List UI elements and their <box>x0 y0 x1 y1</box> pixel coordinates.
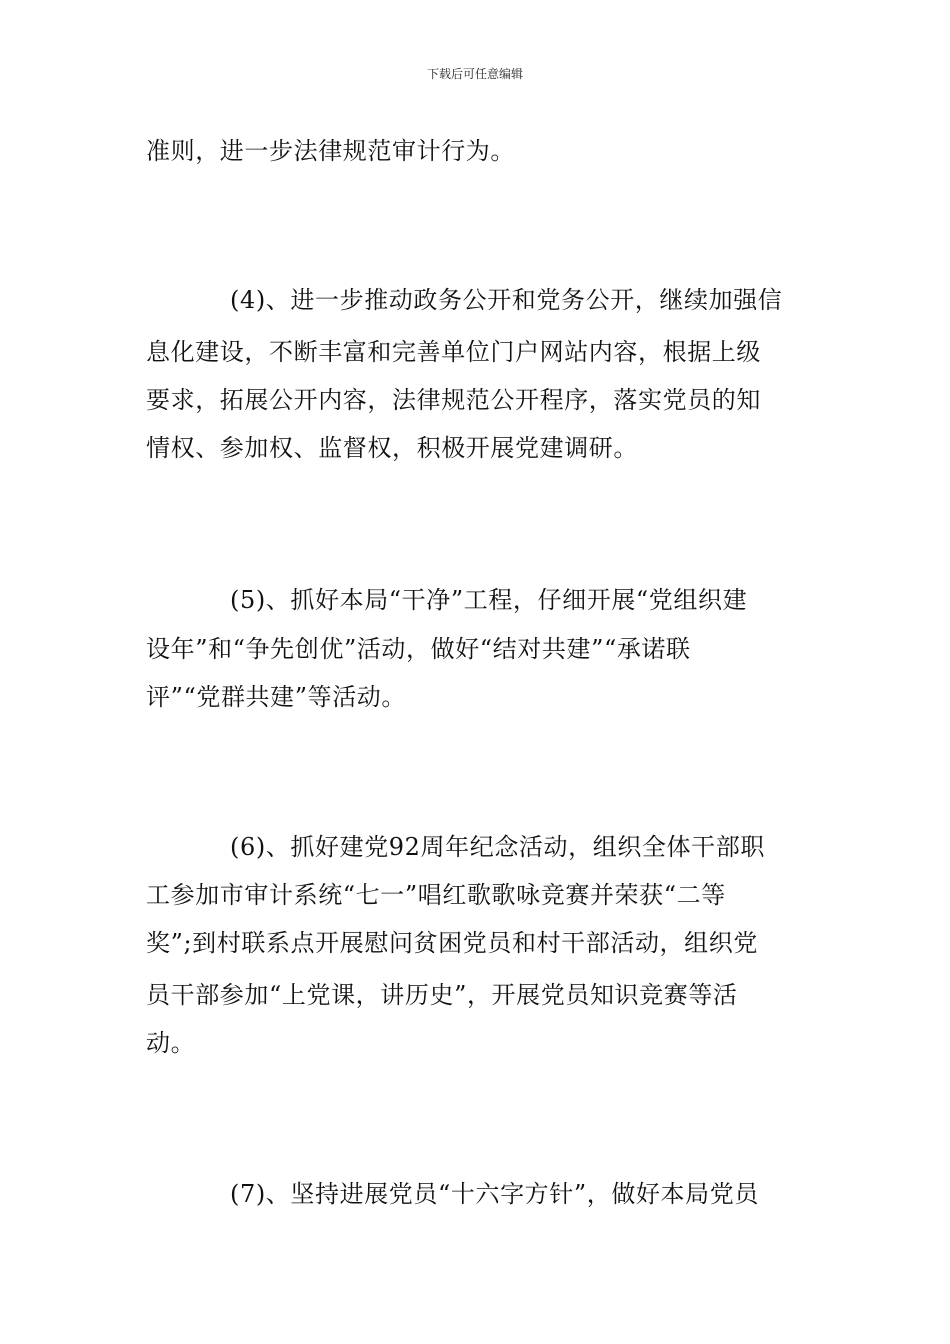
page-header: 下载后可任意编辑 <box>426 67 523 81</box>
paragraph-4-first-line: (4)、进一步推动政务公开和党务公开，继续加强信 <box>230 286 783 314</box>
paragraph-6-first-line: (6)、抓好建党92周年纪念活动，组织全体干部职 <box>230 833 765 861</box>
text-line: 员干部参加“上党课，讲历史”，开展党员知识竞赛等活 <box>146 981 738 1009</box>
text-line: 准则，进一步法律规范审计行为。 <box>146 137 515 165</box>
text-line: 奖”;到村联系点开展慰问贫困党员和村干部活动，组织党 <box>146 929 758 957</box>
text-line: 要求，拓展公开内容，法律规范公开程序，落实党员的知 <box>146 386 761 414</box>
text-line: 设年”和“争先创优”活动，做好“结对共建”“承诺联 <box>146 635 691 663</box>
text-line: 工参加市审计系统“七一”唱红歌歌咏竞赛并荣获“二等 <box>146 881 726 909</box>
text-line: 息化建设，不断丰富和完善单位门户网站内容，根据上级 <box>146 338 761 366</box>
text-line: 情权、参加权、监督权，积极开展党建调研。 <box>146 434 638 462</box>
paragraph-5-first-line: (5)、抓好本局“干净”工程，仔细开展“党组织建 <box>230 586 748 614</box>
text-line: 动。 <box>146 1029 196 1057</box>
text-line: 评”“党群共建”等活动。 <box>146 683 407 711</box>
paragraph-7-first-line: (7)、坚持进展党员“十六字方针”，做好本局党员 <box>230 1180 759 1208</box>
